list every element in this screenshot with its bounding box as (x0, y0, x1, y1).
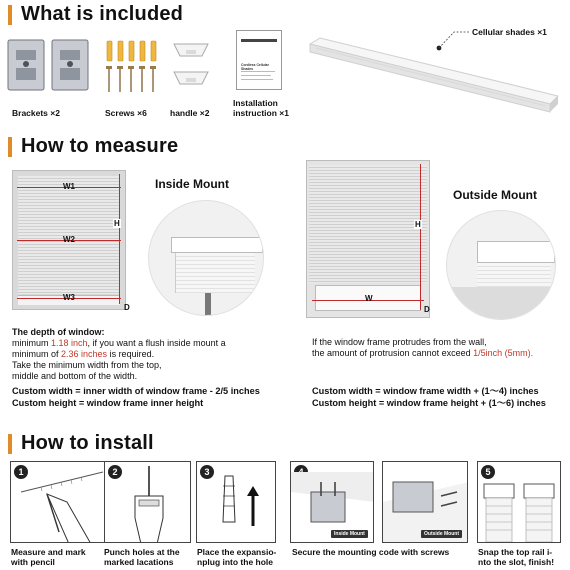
dim-label-d: D (124, 303, 130, 312)
install-step-4a (290, 461, 374, 543)
instruction-manual-image (236, 30, 282, 90)
depth-line-3: Take the minimum width from the top, (12, 360, 162, 370)
highlight-text: 1/5inch (5mm). (473, 348, 534, 358)
outside-mount-detail (446, 210, 556, 320)
step-number: 2 (108, 465, 122, 479)
inside-mount-label: Inside Mount (155, 177, 229, 191)
text: minimum of (12, 349, 62, 359)
outside-line-1: If the window frame protrudes from the wall, (312, 337, 487, 347)
depth-line-2 (12, 349, 154, 360)
section-included-heading (8, 3, 183, 26)
install-step-4b (382, 461, 468, 543)
screws-image (103, 38, 163, 96)
install-step-2 (104, 461, 191, 543)
install-step-3 (196, 461, 276, 543)
inside-mount-tag: Inside Mount (331, 530, 368, 538)
inside-custom-width: Custom width = inner width of window frame - 2/5 inches (12, 386, 260, 396)
dim-label-w2: W2 (63, 235, 75, 244)
handle-caption: handle ×2 (170, 108, 210, 118)
step-number: 5 (481, 465, 495, 479)
step-number: 3 (200, 465, 214, 479)
text: the amount of protrusion cannot exceed (312, 348, 474, 358)
manual-title: Cordless Cellular Shades (241, 63, 269, 71)
outside-mount-label: Outside Mount (453, 188, 537, 202)
step-5-caption: Snap the top rail i- nto the slot, finish! (478, 547, 555, 567)
snap-rail-illustration (478, 462, 561, 543)
outside-custom-width: Custom width = window frame width + (1～4) inches (312, 386, 539, 396)
accent-bar (8, 434, 12, 454)
drill-illustration (105, 462, 191, 543)
text: minimum (12, 338, 52, 348)
highlight-text: 1.18 inch (51, 338, 88, 348)
step-number: 1 (14, 465, 28, 479)
shade-pointer-line (436, 26, 470, 52)
inside-custom-height: Custom height = window frame inner height (12, 398, 204, 408)
install-step-5 (477, 461, 561, 543)
highlight-text: 2.36 inches (61, 349, 108, 359)
dim-label-h: H (114, 219, 120, 228)
step-1-caption: Measure and mark with pencil (11, 547, 86, 567)
outside-line-2 (312, 348, 533, 359)
handles-image (168, 38, 214, 96)
dim-label-w1: W1 (63, 182, 75, 191)
section-title: What is included (21, 3, 184, 25)
step-3-caption: Place the expansio- nplug into the hole (197, 547, 277, 567)
section-title: How to measure (21, 135, 179, 157)
expansion-plug-illustration (197, 462, 276, 543)
section-install-heading (8, 432, 154, 455)
outside-custom-height: Custom height = window frame height + (1～6) inches (312, 398, 546, 408)
instruction-caption: Installation instruction ×1 (233, 98, 289, 118)
pencil-marking-illustration (11, 462, 105, 543)
text: , if you want a flush inside mount a (87, 338, 226, 348)
cellular-shades-caption: Cellular shades ×1 (472, 27, 547, 37)
install-step-1 (10, 461, 105, 543)
accent-bar (8, 5, 12, 25)
step-2-caption: Punch holes at the marked lacations (104, 547, 180, 567)
depth-line-1 (12, 338, 226, 349)
shade-fabric (309, 165, 427, 283)
brackets-image (6, 36, 92, 94)
dim-label-w3: W3 (63, 293, 75, 302)
depth-line-4: middle and bottom of the width. (12, 371, 138, 381)
section-measure-heading (8, 135, 178, 158)
depth-heading: The depth of window: (12, 327, 105, 337)
dim-line-h (119, 174, 120, 304)
outside-mount-tag: Outside Mount (421, 530, 462, 538)
text: is required. (107, 349, 155, 359)
dim-label-w: W (365, 294, 373, 303)
dim-line-h-outside (420, 164, 421, 310)
dim-label-h-outside: H (415, 220, 421, 229)
dim-label-d-outside: D (424, 305, 430, 314)
screws-caption: Screws ×6 (105, 108, 147, 118)
step-4-caption: Secure the mounting code with screws (292, 547, 450, 557)
section-title: How to install (21, 432, 154, 454)
accent-bar (8, 137, 12, 157)
inside-mount-detail (148, 200, 264, 316)
brackets-caption: Brackets ×2 (12, 108, 60, 118)
